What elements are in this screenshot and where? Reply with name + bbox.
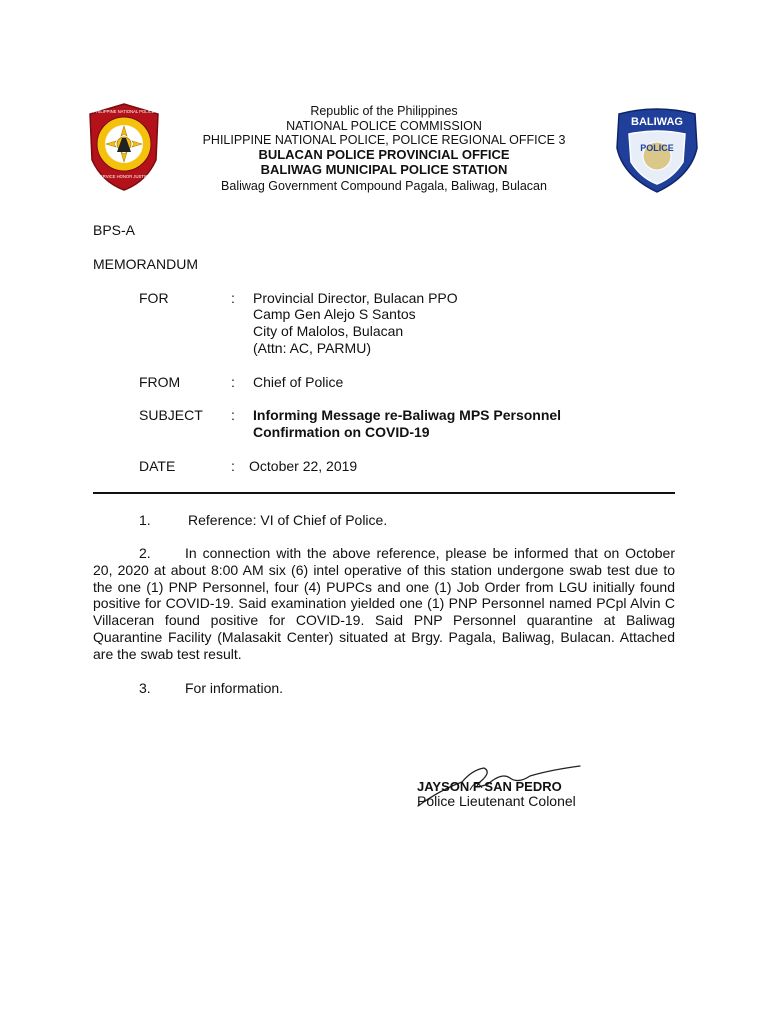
letterhead [0,104,768,193]
for-line-2: Camp Gen Alejo S Santos [253,306,416,322]
for-colon: : [231,290,235,306]
for-line-3: City of Malolos, Bulacan [253,323,404,339]
para-1-text: Reference: VI of Chief of Police. [188,512,388,528]
para-3-number: 3. [139,680,151,696]
ref-code: BPS-A [93,222,136,238]
subject-line-1: Informing Message re-Baliwag MPS Personnel [253,407,562,423]
for-label: FOR [139,290,169,306]
date-label: DATE [139,458,176,474]
subject-colon: : [231,407,235,423]
seal-title-text: PHILIPPINE NATIONAL POLICE [93,109,155,114]
header-napolcom: NATIONAL POLICE COMMISSION [286,118,482,133]
header-republic: Republic of the Philippines [310,104,458,118]
para-1-number: 1. [139,512,151,528]
for-line-4: (Attn: AC, PARMU) [253,340,371,356]
para-2-number: 2. [139,545,151,561]
header-address: Baliwag Government Compound Pagala, Baliwag, Bulacan [221,178,547,193]
date-value: October 22, 2019 [249,458,358,474]
memo-type: MEMORANDUM [93,256,198,272]
badge-top-text: BALIWAG [631,116,683,128]
para-2-text [93,545,675,663]
from-colon: : [231,374,235,390]
header-pnp-region: PHILIPPINE NATIONAL POLICE, POLICE REGIONAL OFFICE 3 [202,133,566,147]
subject-line-2: Confirmation on COVID-19 [253,424,430,440]
from-value: Chief of Police [253,374,344,390]
from-label: FROM [139,374,181,390]
header-municipal-station: BALIWAG MUNICIPAL POLICE STATION [260,162,508,177]
badge-police-text: POLICE [640,143,674,153]
header-divider [93,492,675,494]
para-2-body: In connection with the above reference, please be informed that on October 20, 2020 at about 8:00 AM six (6) intel operative of this station undergone swab test due to the one (1) PNP Personnel, four (4) PUPCs and one (1) Job Order from LGU initially found positive for COVID-19. Said examination yielded one (1) PNP Personnel named PCpl Alvin C Villaceran found positive for COVID-19. Said PNP Personnel quarantine at Baliwag Quarantine Facility (Malasakit Center) situated at Brgy. Pagala, Baliwag, Bulacan. Attached are the swab test result. [93,545,675,662]
signatory-rank: Police Lieutenant Colonel [417,793,576,809]
header-provincial-office: BULACAN POLICE PROVINCIAL OFFICE [258,146,510,162]
date-colon: : [231,458,235,474]
for-line-1: Provincial Director, Bulacan PPO [253,290,458,306]
signatory-name: JAYSON F SAN PEDRO [417,779,562,794]
subject-label: SUBJECT [139,407,203,423]
seal-motto-text: SERVICE HONOR JUSTICE [97,174,151,179]
para-3-text: For information. [185,680,284,696]
